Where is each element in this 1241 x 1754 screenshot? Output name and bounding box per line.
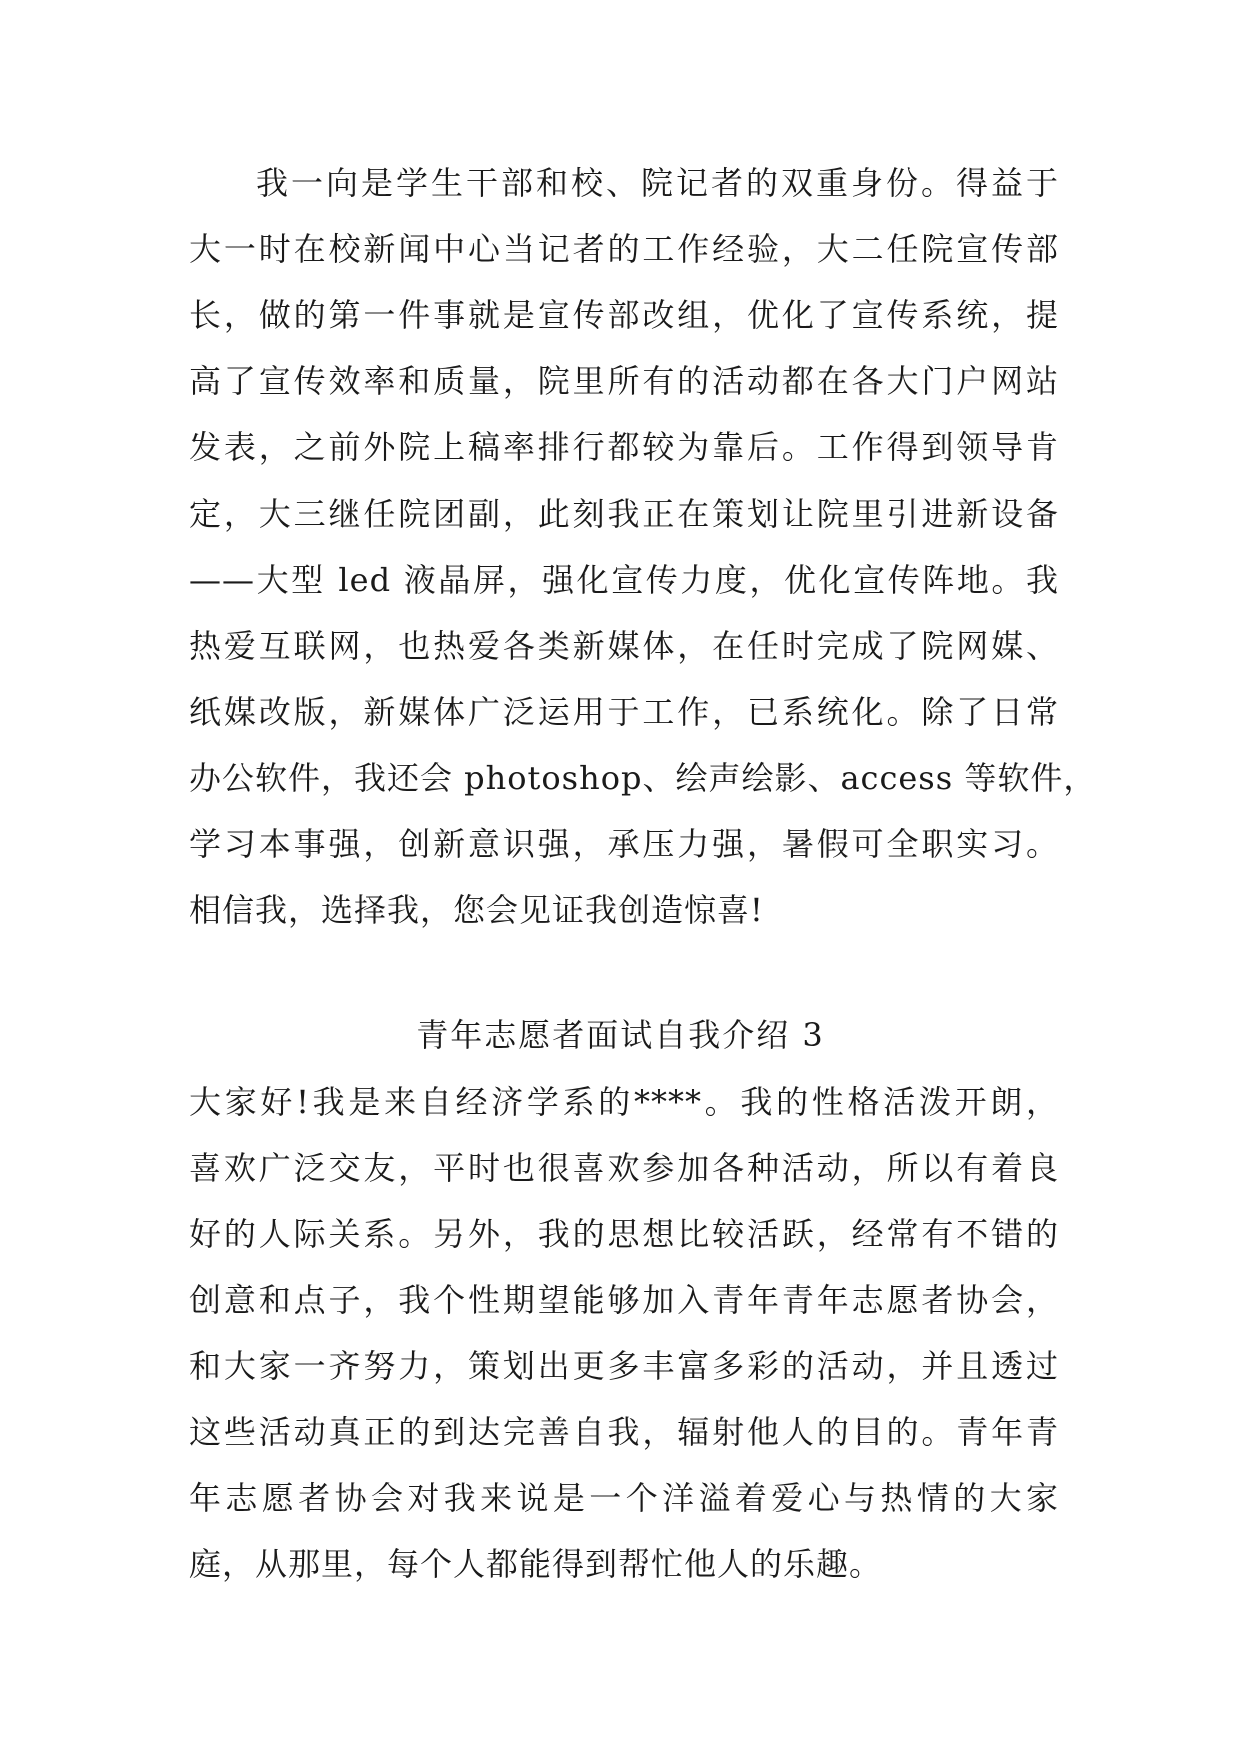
section-heading: 青年志愿者面试自我介绍 3 (416, 1016, 825, 1054)
paragraph-line: ——大型 led 液晶屏，强化宣传力度，优化宣传阵地。我 (189, 561, 1059, 599)
paragraph-line: 好的人际关系。另外，我的思想比较活跃，经常有不错的 (189, 1215, 1059, 1253)
paragraph-line: 发表，之前外院上稿率排行都较为靠后。工作得到领导肯 (189, 428, 1059, 466)
paragraph-line: 热爱互联网，也热爱各类新媒体，在任时完成了院网媒、 (189, 627, 1059, 665)
paragraph-line: 喜欢广泛交友，平时也很喜欢参加各种活动，所以有着良 (189, 1149, 1059, 1187)
paragraph-line: 长，做的第一件事就是宣传部改组，优化了宣传系统，提 (189, 296, 1059, 334)
paragraph-line: 这些活动真正的到达完善自我，辐射他人的目的。青年青 (189, 1413, 1059, 1451)
paragraph-line: 相信我，选择我，您会见证我创造惊喜! (189, 891, 764, 929)
paragraph-line: 我一向是学生干部和校、院记者的双重身份。得益于 (256, 164, 1059, 202)
paragraph-line: 庭，从那里，每个人都能得到帮忙他人的乐趣。 (189, 1545, 883, 1583)
paragraph-line: 年志愿者协会对我来说是一个洋溢着爱心与热情的大家 (189, 1479, 1059, 1517)
paragraph-line: 纸媒改版，新媒体广泛运用于工作，已系统化。除了日常 (189, 693, 1059, 731)
paragraph-line: 高了宣传效率和质量，院里所有的活动都在各大门户网站 (189, 362, 1059, 400)
paragraph-line: 大一时在校新闻中心当记者的工作经验，大二任院宣传部 (189, 230, 1059, 268)
paragraph-line: 大家好!我是来自经济学系的****。我的性格活泼开朗， (189, 1083, 1059, 1121)
paragraph-line: 学习本事强，创新意识强，承压力强，暑假可全职实习。 (189, 825, 1059, 863)
paragraph-line: 办公软件，我还会 photoshop、绘声绘影、access 等软件， (189, 759, 1097, 797)
paragraph-line: 定，大三继任院团副，此刻我正在策划让院里引进新设备 (189, 495, 1059, 533)
paragraph-line: 和大家一齐努力，策划出更多丰富多彩的活动，并且透过 (189, 1347, 1059, 1385)
paragraph-line: 创意和点子，我个性期望能够加入青年青年志愿者协会， (189, 1281, 1059, 1319)
